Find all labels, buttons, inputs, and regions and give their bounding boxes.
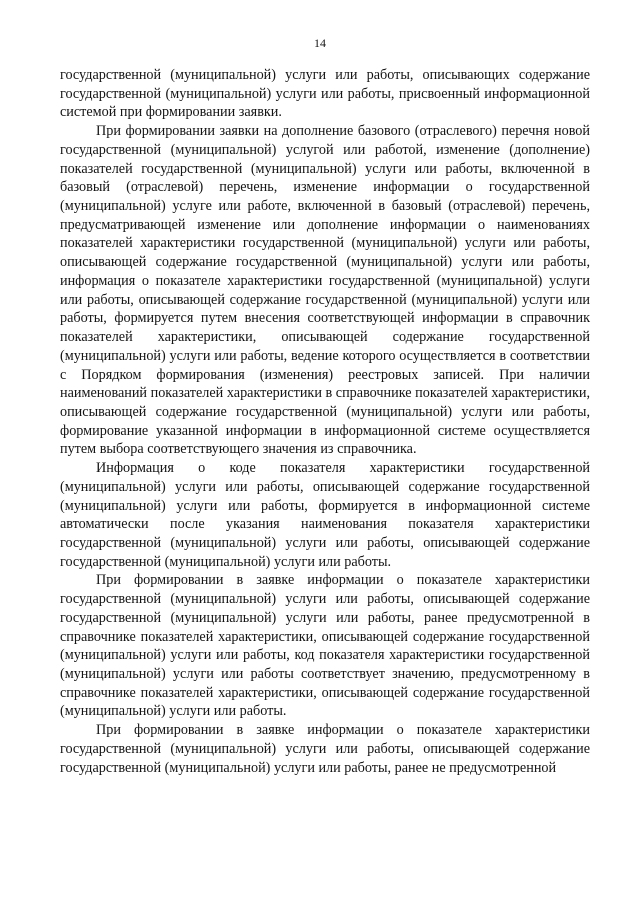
paragraph-application-forming: При формировании заявки на дополнение базового (отраслевого) перечня новой государственной (муниципальной) услугой или работой, изменение (дополнение) показателей государственной (муниципальной) услуги или работы, включенной в базовый (отраслевой) перечень, изменение информации о государственной (муниципальной) услуге или работе, включенной в базовый (отраслевой) перечень, предусматривающей изменение или дополнение информации о наименованиях показателей характеристики государственной (муниципальной) услуги или работы, описывающей содержание государственной (муниципальной) услуги или работы, информация о показателе характеристики государственной (муниципальной) услуги или работы, описывающей содержание государственной (муниципальной) услуги или работы, формируется путем внесения соответствующей информации в справочник показателей характеристики, описывающей содержание государственной (муниципальной) услуги или работы, ведение которого осуществляется в соответствии с Порядком формирования (изменения) реестровых записей. При наличии наименований показателей характеристики в справочнике показателей характеристики, описывающей содержание государственной (муниципальной) услуги или работы, формирование указанной информации в информационной системе осуществляется путем выбора соответствующего значения из справочника. [60, 123, 590, 458]
body-text [60, 66, 590, 777]
paragraph-indicator-not-in-directory: При формировании в заявке информации о показателе характеристики государственной (муниципальной) услуги или работы, описывающей содержание государственной (муниципальной) услуги или работы, ранее не предусмотренной [60, 722, 590, 776]
paragraph-indicator-in-directory: При формировании в заявке информации о показателе характеристики государственной (муниципальной) услуги или работы, описывающей содержание государственной (муниципальной) услуги или работы, ранее предусмотренной в справочнике показателей характеристики, описывающей содержание государственной (муниципальной) услуги или работы, код показателя характеристики государственной (муниципальной) услуги или работы соответствует значению, предусмотренному в справочнике показателей характеристики, описывающей содержание государственной (муниципальной) услуги или работы. [60, 572, 590, 720]
paragraph-indicator-code: Информация о коде показателя характеристики государственной (муниципальной) услуги или работы, описывающей содержание государственной (муниципальной) услуги или работы, формируется в информационной системе автоматически после указания наименования показателя характеристики государственной (муниципальной) услуги или работы, описывающей содержание государственной (муниципальной) услуги или работы. [60, 460, 590, 570]
page-number: 14 [314, 36, 326, 50]
paragraph-continuation: государственной (муниципальной) услуги или работы, описывающих содержание государственной (муниципальной) услуги или работы, присвоенный информационной системой при формировании заявки. [60, 67, 590, 121]
